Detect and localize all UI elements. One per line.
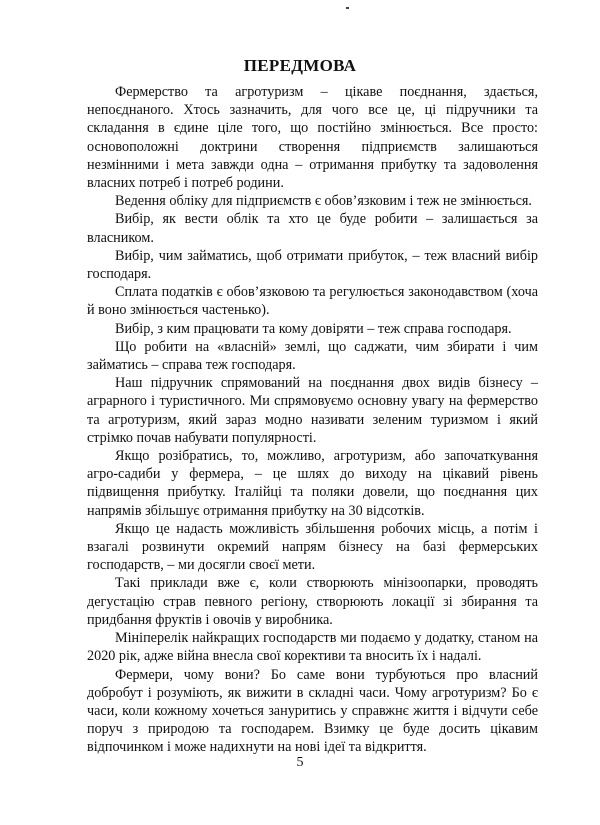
paragraph: Фермерство та агротуризм – цікаве поєднання, здається, непоєднаного. Хтось зазначить, для чого все це, ці підручники та складання в єдине ціле того, що постійно змінюється. Все просто: основоположні доктрини створення підприємств залишаються незмінними і мета завжди одна – отримання прибутку та задоволення власних потреб і потреб родини. bbox=[87, 84, 538, 192]
paragraph: Мініперелік найкращих господарств ми подаємо у додатку, станом на 2020 рік, адже війна внесла свої корективи та вносить їх і надалі. bbox=[87, 630, 538, 665]
paragraph: Наш підручник спрямований на поєднання двох видів бізнесу – аграрного і туристичного. Ми спрямовуємо основну увагу на фермерство та агротуризм, який зараз модно називати зеленим туризмом і який стрімко почав набувати популярності. bbox=[87, 375, 538, 446]
paragraph: Сплата податків є обов’язковою та регулюється законодавством (хоча й воно змінюється частенько). bbox=[87, 284, 538, 319]
paragraph: Вибір, чим займатись, щоб отримати прибуток, – теж власний вибір господаря. bbox=[87, 247, 538, 283]
paragraph: Вибір, з ким працювати та кому довіряти – теж справа господаря. bbox=[115, 320, 512, 337]
paragraph: Що робити на «власній» землі, що саджати, чим збирати і чим займатись – справа теж господаря. bbox=[87, 338, 538, 374]
paragraph: Фермери, чому вони? Бо саме вони турбуються про власний добробут і розуміють, як вижити в складні часи. Чому агротуризм? Бо є часи, коли кожному хочеться зануритись у справжнє життя і відчути себе поруч з природою та господарем. Взимку це буде досить цікавим відпочинком і може надихнути на нові ідеї та відкриття. bbox=[87, 666, 538, 756]
paragraph: Ведення обліку для підприємств є обов’язковим і теж не змінюється. bbox=[115, 193, 532, 210]
paragraph: Якщо це надасть можливість збільшення робочих місць, а потім і взагалі розвинути окремий напрям бізнесу на базі фермерських господарств, – ми досягли своєї мети. bbox=[87, 520, 538, 574]
scan-speck bbox=[346, 7, 349, 9]
paragraph: Якщо розібратись, то, можливо, агротуризм, або започаткування агро-садиби у фермера, – це шлях до виходу на цікавий рівень підвищення прибутку. Італійці та поляки довели, що поєднання цих напрямів збільшує отримання прибутку на 30 відсотків. bbox=[87, 448, 538, 519]
page-title: ПЕРЕДМОВА bbox=[243, 56, 357, 75]
body-text bbox=[87, 83, 538, 757]
paragraph: Такі приклади вже є, коли створюють мінізоопарки, проводять дегустацію страв певного регіону, створюють локації зі збирання та придбання фруктів і овочів у виробника. bbox=[87, 575, 538, 628]
paragraph: Вибір, як вести облік та хто це буде робити – залишається за власником. bbox=[87, 211, 538, 246]
page-number: 5 bbox=[296, 755, 304, 770]
